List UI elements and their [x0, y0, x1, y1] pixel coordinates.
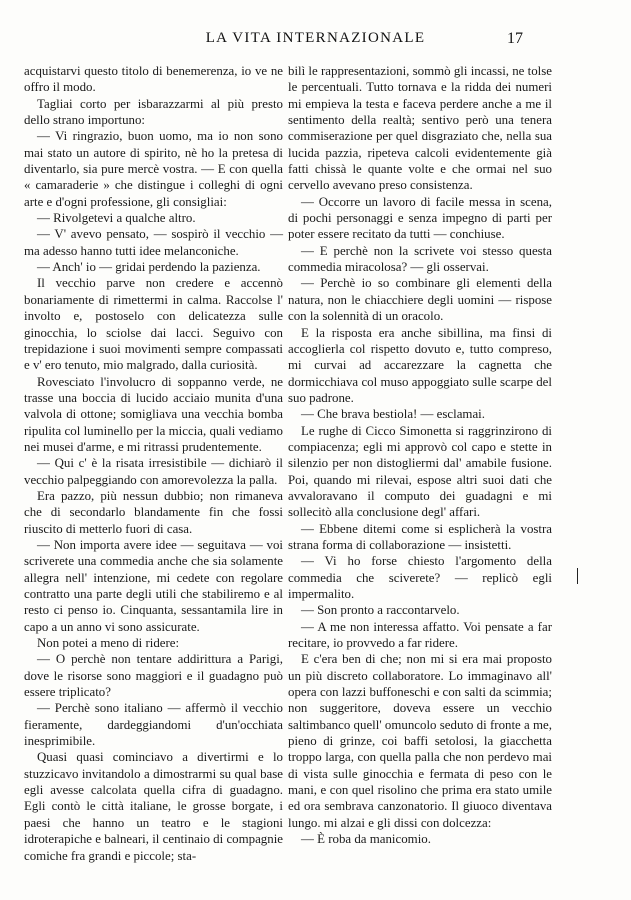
paragraph: — Anch' io — gridai perdendo la pazienza. — [37, 260, 261, 275]
paragraph: Rovesciato l'involucro di soppanno verde, ne trasse una boccia di lucido acciaio munita d'una valvola di ottone; somigliava una vecchia bomba ripulita col luminello per la miccia, quali vediamo nei musei d'arme, e mi ritrassi prudentemente. — [24, 374, 283, 454]
paragraph: — Son pronto a raccontarvelo. — [301, 603, 460, 618]
paragraph: — È roba da manicomio. — [301, 832, 431, 847]
paragraph: E la risposta era anche sibillina, ma finsi di accoglierla col rispetto dovuto e, tutto compreso, mi curvai ad accarezzare la cagnetta che dormicchiava col muso appoggiato sulle scarpe del suo padrone. — [288, 325, 552, 405]
paragraph: Non potei a meno di ridere: — [37, 636, 180, 651]
paragraph: Era pazzo, più nessun dubbio; non rimaneva che di secondarlo blandamente fin che fossi riuscito di metterlo fuori di casa. — [24, 488, 283, 536]
paragraph: Le rughe di Cicco Simonetta si raggrinzirono di compiacenza; egli mi approvò col capo e stette in silenzio per non distogliermi dal' amabile fusione. Poi, quando mi rilevai, espose altri suoi dati che avvaloravano il computo dei guadagni e mi sollecitò alla conclusione degl' affari. — [288, 423, 552, 520]
margin-mark — [577, 568, 578, 584]
paragraph: — O perchè non tentare addirittura a Parigi, dove le risorse sono maggiori e il guadagno può essere triplicato? — [24, 652, 283, 700]
paragraph: — Rivolgetevi a qualche altro. — [37, 211, 196, 226]
paragraph: — A me non interessa affatto. Voi pensate a far recitare, io provvedo a far ridere. — [288, 619, 552, 651]
text-column-left — [24, 63, 283, 864]
paragraph: bilì le rappresentazioni, sommò gli incassi, ne tolse le percentuali. Tutto tornava e la ridda dei numeri mi empieva la testa e faceva perdere anche a me il sentimento della realtà; sentivo però una tenera commiserazione per quel disgraziato che, nella sua lucida pazzia, ripeteva calcoli evidentemente già fatti chissà le quante volte e che ormai nel suo cervello avevano preso consistenza. — [288, 64, 552, 193]
paragraph: Quasi quasi cominciavo a divertirmi e lo stuzzicavo invitandolo a dimostrarmi su qual base egli avesse calcolata quella cifra di guadagno. Egli contò le città italiane, le grosse borgate, i paesi che hanno un teatro e le stagioni idroterapiche e balneari, il centinaio di compagnie comiche fra grandi e piccole; sta- — [24, 750, 283, 863]
paragraph: — Vi ringrazio, buon uomo, ma io non sono mai stato un autore di spirito, nè ho la pretesa di diventarlo, sia pure mercè vostra. — E con quella « camaraderie » che distingue i colleghi di ogni arte e d'ogni professione, gli consigliai: — [24, 129, 283, 209]
running-header-title: LA VITA INTERNAZIONALE — [205, 30, 426, 46]
paragraph: Tagliai corto per isbarazzarmi al più presto dello strano importuno: — [24, 96, 283, 128]
paragraph: Il vecchio parve non credere e accennò bonariamente di rimettermi in calma. Raccolse l' involto e, postoselo con delicatezza sulle ginocchia, lo sciolse dai lacci. Seguivo con trepidazione i suoi movimenti sempre compassati e v' ero tenuto, mio malgrado, dalla curiosità. — [24, 276, 283, 373]
paragraph: — Perchè sono italiano — affermò il vecchio fieramente, dardeggiandomi d'un'occhiata inesprimibile. — [24, 701, 283, 749]
page-number: 17 — [507, 30, 523, 47]
paragraph: acquistarvi questo titolo di benemerenza, io ve ne offro il modo. — [24, 64, 283, 95]
paragraph: — Perchè io so combinare gli elementi della natura, non le chiacchiere degli uomini — rispose con la solennità di un oracolo. — [288, 276, 552, 324]
paragraph: — E perchè non la scrivete voi stesso questa commedia miracolosa? — gli osservai. — [288, 243, 552, 275]
paragraph: — Che brava bestiola! — esclamai. — [301, 407, 485, 422]
paragraph: — Ebbene ditemi come si esplicherà la vostra strana forma di collaborazione — insistetti. — [288, 521, 552, 552]
paragraph: — Qui c' è la risata irresistibile — dichiarò il vecchio palpeggiando con amorevolezza la palla. — [24, 456, 283, 487]
paragraph: — Non importa avere idee — seguitava — voi scriverete una commedia anche che sia solamente allegra nell' intenzione, mi cedete con regolare contratto una parte degli utili che stabiliremo e al resto ci penso io. Cinquanta, sessantamila lire in capo a un anno vi sono assicurate. — [24, 537, 283, 634]
text-column-right — [288, 63, 552, 848]
paragraph: — Vi ho forse chiesto l'argomento della commedia che sciverete? — replicò egli impermalito. — [288, 554, 552, 601]
paragraph: — Occorre un lavoro di facile messa in scena, di pochi personaggi e senza impegno di parti per poter essere recitato da tutti — conchiuse. — [288, 194, 552, 242]
paragraph: E c'era ben di che; non mi si era mai proposto un più discreto collaboratore. Lo immaginavo all' opera con lazzi buffoneschi e con salti da scimmia; non suggeritore, doveva essere un vecchio saltimbanco quell' omuncolo seduto di fronte a me, pieno di grinze, coi baffi setolosi, la giacchetta troppo larga, con quella palla che non perdevo mai di vista sulle ginocchia e fermata di peso con le mani, e con quel risolino che prima era stato umile ed ora sembrava canzonatorio. Il giuoco diventava lungo. mi alzai e gli dissi con dolcezza: — [288, 652, 552, 830]
paragraph: — V' avevo pensato, — sospirò il vecchio — ma adesso hanno tutti idee melanconiche. — [24, 227, 283, 258]
